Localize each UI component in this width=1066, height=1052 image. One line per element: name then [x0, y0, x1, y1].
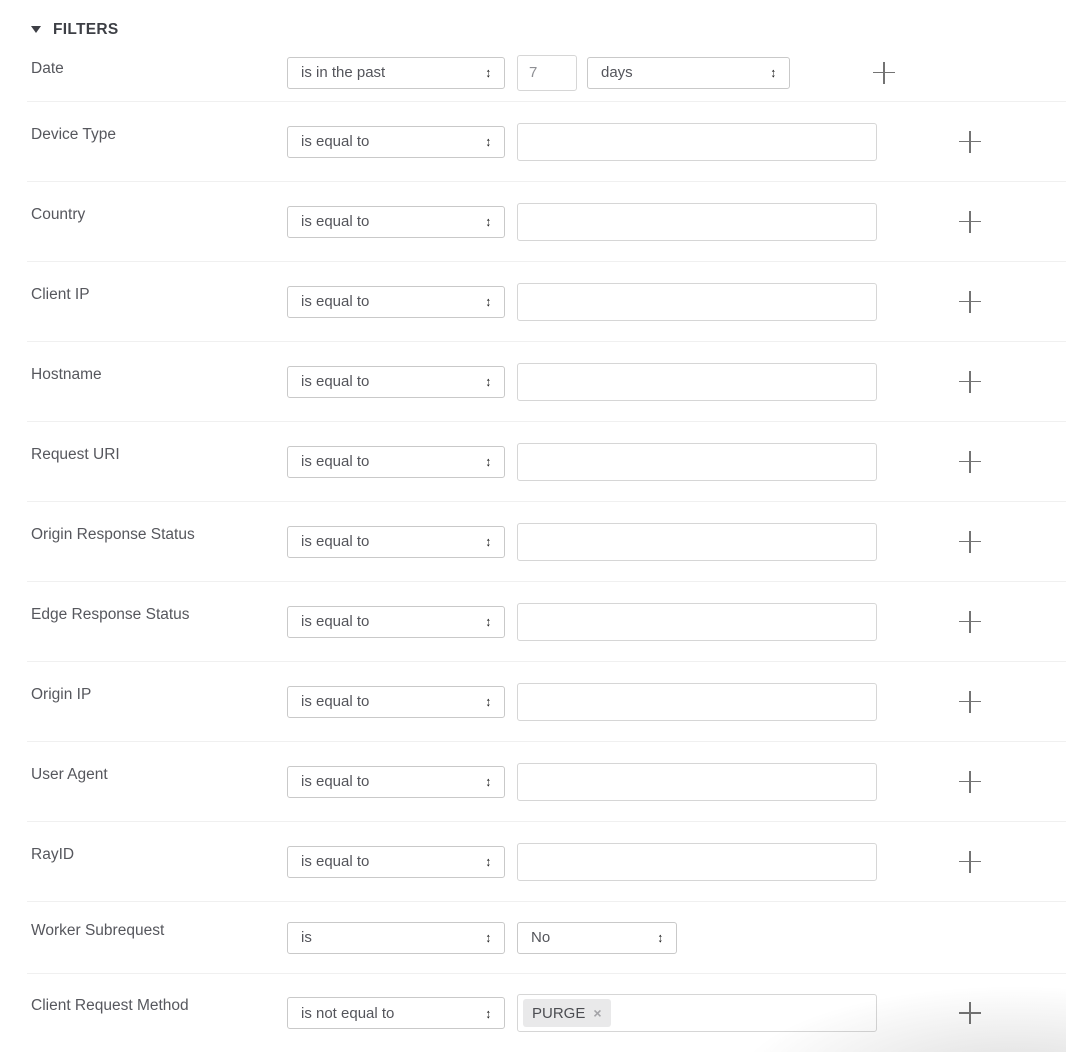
add-filter-button[interactable]: [958, 530, 982, 554]
filter-row-hostname: [27, 342, 1066, 422]
filter-row-rayid: [27, 822, 1066, 902]
select-updown-arrow-icon: ↕: [484, 294, 491, 309]
operator-select[interactable]: is ↕: [287, 922, 505, 954]
filter-row-client-request-method: [27, 974, 1066, 1052]
filter-label: Client IP: [31, 285, 90, 303]
date-unit-select[interactable]: days ↕: [587, 57, 790, 89]
filter-label: Request URI: [31, 445, 120, 463]
add-filter-button[interactable]: [958, 690, 982, 714]
filter-row-user-agent: [27, 742, 1066, 822]
remove-tag-icon[interactable]: ×: [593, 1005, 602, 1021]
tags-input[interactable]: [517, 994, 877, 1032]
filter-row-request-uri: [27, 422, 1066, 502]
filter-row-device-type: [27, 102, 1066, 182]
filter-label: Country: [31, 205, 86, 223]
add-filter-button[interactable]: [958, 1001, 982, 1025]
select-updown-arrow-icon: ↕: [484, 214, 491, 229]
value-input[interactable]: [517, 523, 877, 561]
filter-row-origin-ip: [27, 662, 1066, 742]
select-updown-arrow-icon: ↕: [484, 774, 491, 789]
select-updown-arrow-icon: ↕: [769, 65, 776, 80]
operator-select[interactable]: is equal to ↕: [287, 766, 505, 798]
tag-label: PURGE: [532, 1004, 586, 1022]
add-filter-button[interactable]: [958, 370, 982, 394]
operator-select[interactable]: is equal to ↕: [287, 446, 505, 478]
select-updown-arrow-icon: ↕: [484, 134, 491, 149]
value-input[interactable]: [517, 763, 877, 801]
filter-label: User Agent: [31, 765, 108, 783]
select-updown-arrow-icon: ↕: [484, 534, 491, 549]
operator-select[interactable]: is equal to ↕: [287, 606, 505, 638]
filter-row-origin-response-status: [27, 502, 1066, 582]
filter-label: Client Request Method: [31, 997, 189, 1014]
add-filter-button[interactable]: [958, 130, 982, 154]
add-filter-button[interactable]: [958, 850, 982, 874]
filters-section-title: FILTERS: [53, 20, 119, 38]
filter-label: Edge Response Status: [31, 605, 190, 623]
value-input[interactable]: [517, 843, 877, 881]
filter-label: Device Type: [31, 125, 117, 143]
filter-label: Hostname: [31, 365, 102, 383]
select-updown-arrow-icon: ↕: [484, 614, 491, 629]
filter-row-edge-response-status: [27, 582, 1066, 662]
operator-select[interactable]: is equal to ↕: [287, 366, 505, 398]
operator-select[interactable]: is equal to ↕: [287, 286, 505, 318]
select-updown-arrow-icon: ↕: [484, 374, 491, 389]
filter-row-country: [27, 182, 1066, 262]
add-filter-button[interactable]: [958, 290, 982, 314]
filter-label: Origin IP: [31, 685, 92, 703]
filter-row-worker-subrequest: [27, 902, 1066, 974]
operator-select[interactable]: is equal to ↕: [287, 126, 505, 158]
add-filter-button[interactable]: [958, 210, 982, 234]
filter-row-client-ip: [27, 262, 1066, 342]
operator-select[interactable]: is in the past ↕: [287, 57, 505, 89]
select-updown-arrow-icon: ↕: [484, 454, 491, 469]
caret-down-icon[interactable]: [31, 26, 41, 33]
operator-select[interactable]: is equal to ↕: [287, 686, 505, 718]
operator-select[interactable]: is equal to ↕: [287, 846, 505, 878]
select-updown-arrow-icon: ↕: [484, 854, 491, 869]
operator-select[interactable]: is equal to ↕: [287, 526, 505, 558]
value-input[interactable]: [517, 123, 877, 161]
filter-label: Date: [31, 59, 64, 77]
filter-label: RayID: [31, 845, 75, 863]
value-input[interactable]: [517, 363, 877, 401]
add-filter-button[interactable]: [958, 450, 982, 474]
select-updown-arrow-icon: ↕: [484, 694, 491, 709]
filter-row-date: [27, 44, 1066, 102]
value-input[interactable]: [517, 603, 877, 641]
operator-select[interactable]: is equal to ↕: [287, 206, 505, 238]
value-input[interactable]: [517, 443, 877, 481]
select-updown-arrow-icon: ↕: [484, 65, 491, 80]
filter-label: Origin Response Status: [31, 525, 195, 543]
operator-select[interactable]: is not equal to ↕: [287, 997, 505, 1029]
add-filter-button[interactable]: [958, 770, 982, 794]
value-input[interactable]: [517, 683, 877, 721]
select-updown-arrow-icon: ↕: [484, 930, 491, 945]
add-filter-button[interactable]: [872, 61, 896, 85]
date-amount-input[interactable]: [517, 55, 577, 91]
select-updown-arrow-icon: ↕: [484, 1005, 491, 1021]
filter-label: Worker Subrequest: [31, 921, 165, 939]
filters-section-toggle[interactable]: [0, 0, 1066, 44]
add-filter-button[interactable]: [958, 610, 982, 634]
value-select[interactable]: No ↕: [517, 922, 677, 954]
value-input[interactable]: [517, 283, 877, 321]
select-updown-arrow-icon: ↕: [656, 930, 663, 945]
filter-tag: [523, 999, 611, 1027]
value-input[interactable]: [517, 203, 877, 241]
